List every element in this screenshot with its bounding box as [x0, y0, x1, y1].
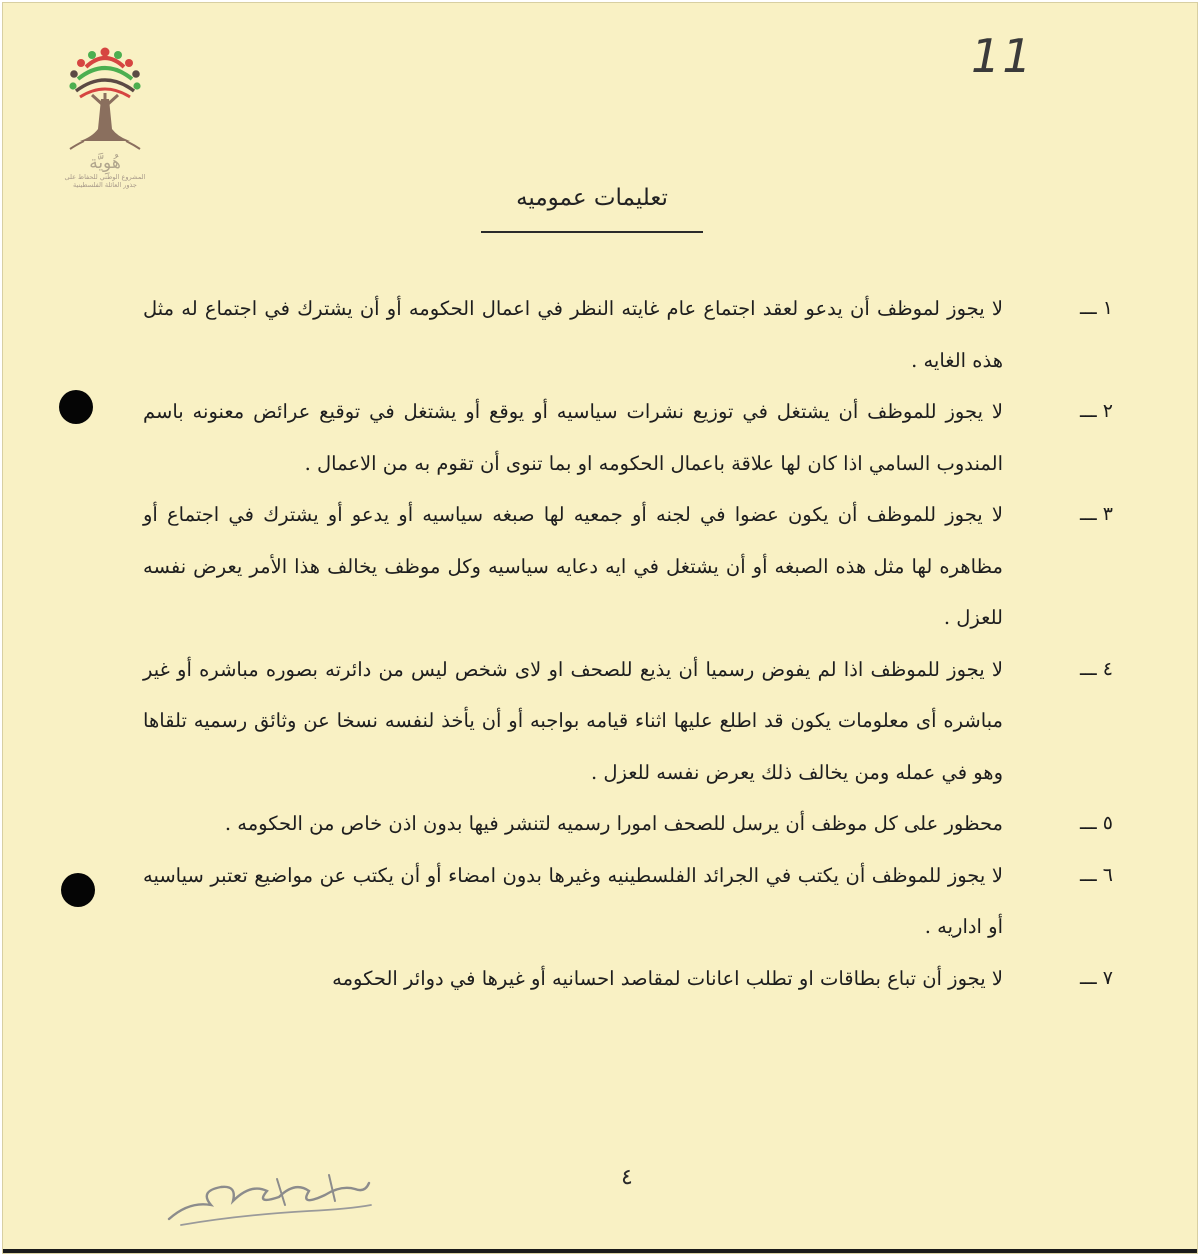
logo-name: هُوِيَّة: [89, 153, 121, 173]
item-number: ٢ ـــ: [1080, 400, 1113, 422]
instruction-item: [143, 283, 1121, 386]
item-text: لا يجوز أن تباع بطاقات او تطلب اعانات لمقاصد احسانيه أو غيرها في دوائر الحكومه: [332, 966, 1003, 990]
instruction-item: [143, 953, 1121, 1005]
handwritten-page-number: 11: [971, 29, 1034, 83]
item-text: لا يجوز للموظف اذا لم يفوض رسميا أن يذيع للصحف او لاى شخص ليس من دائرته بصوره مباشره أو غير مباشره أى معلومات يكون قد اطلع عليها اثناء قيامه بواجبه أو أن يأخذ لنفسه نسخا عن وثائق رسميه تلقاها وهو في عمله ومن يخالف ذلك يعرض نفسه للعزل .: [143, 657, 1003, 784]
item-text: محظور على كل موظف أن يرسل للصحف امورا رسميه لتنشر فيها بدون اذن خاص من الحكومه .: [224, 812, 1003, 835]
instruction-item: [143, 386, 1121, 489]
logo-caption: المشروع الوطني للحفاظ على جذور العائلة الفلسطينية: [64, 173, 146, 190]
document-page: [2, 2, 1198, 1254]
item-number: ٦ ـــ: [1080, 863, 1113, 886]
item-number: ٧ ـــ: [1080, 966, 1113, 989]
footer-page-number: ٤: [621, 1165, 633, 1190]
instruction-item: [143, 850, 1121, 953]
instruction-item: [143, 489, 1121, 644]
scan-edge: [3, 1249, 1197, 1253]
punch-hole: [61, 873, 95, 907]
handwritten-signature: [159, 1161, 379, 1231]
item-number: ٤ ـــ: [1080, 657, 1113, 680]
title-underline: [481, 231, 703, 233]
document-title: تعليمات عموميه: [516, 185, 668, 211]
item-number: ٥ ـــ: [1080, 812, 1113, 834]
item-text: لا يجوز للموظف أن يكون عضوا في لجنه أو جمعيه لها صبغه سياسيه أو يدعو أو يشترك في اجتماع أو مظاهره لها مثل هذه الصبغه أو أن يشتغل في ايه دعايه سياسيه وكل موظف يخالف هذا الأمر يعرض نفسه للعزل .: [143, 503, 1003, 629]
hawiya-logo: [57, 43, 153, 190]
item-text: لا يجوز للموظف أن يشتغل في توزيع نشرات سياسيه أو يوقع أو يشتغل في توقيع عرائض معنونه باسم المندوب السامي اذا كان لها علاقة باعمال الحكومه او بما تنوى أن تقوم به من الاعمال .: [143, 400, 1003, 475]
punch-hole: [59, 390, 93, 424]
instruction-list: [143, 283, 1121, 1004]
item-number: ١ ـــ: [1080, 297, 1113, 319]
instruction-item: [143, 798, 1121, 850]
item-text: لا يجوز لموظف أن يدعو لعقد اجتماع عام غايته النظر في اعمال الحكومه أو أن يشترك في اجتماع له مثل هذه الغايه .: [143, 297, 1003, 372]
item-number: ٣ ـــ: [1080, 503, 1113, 525]
instruction-item: [143, 644, 1121, 799]
family-tree-icon: [62, 43, 148, 155]
item-text: لا يجوز للموظف أن يكتب في الجرائد الفلسطينيه وغيرها بدون امضاء أو أن يكتب عن مواضيع تعتبر سياسيه أو اداريه .: [143, 863, 1003, 938]
